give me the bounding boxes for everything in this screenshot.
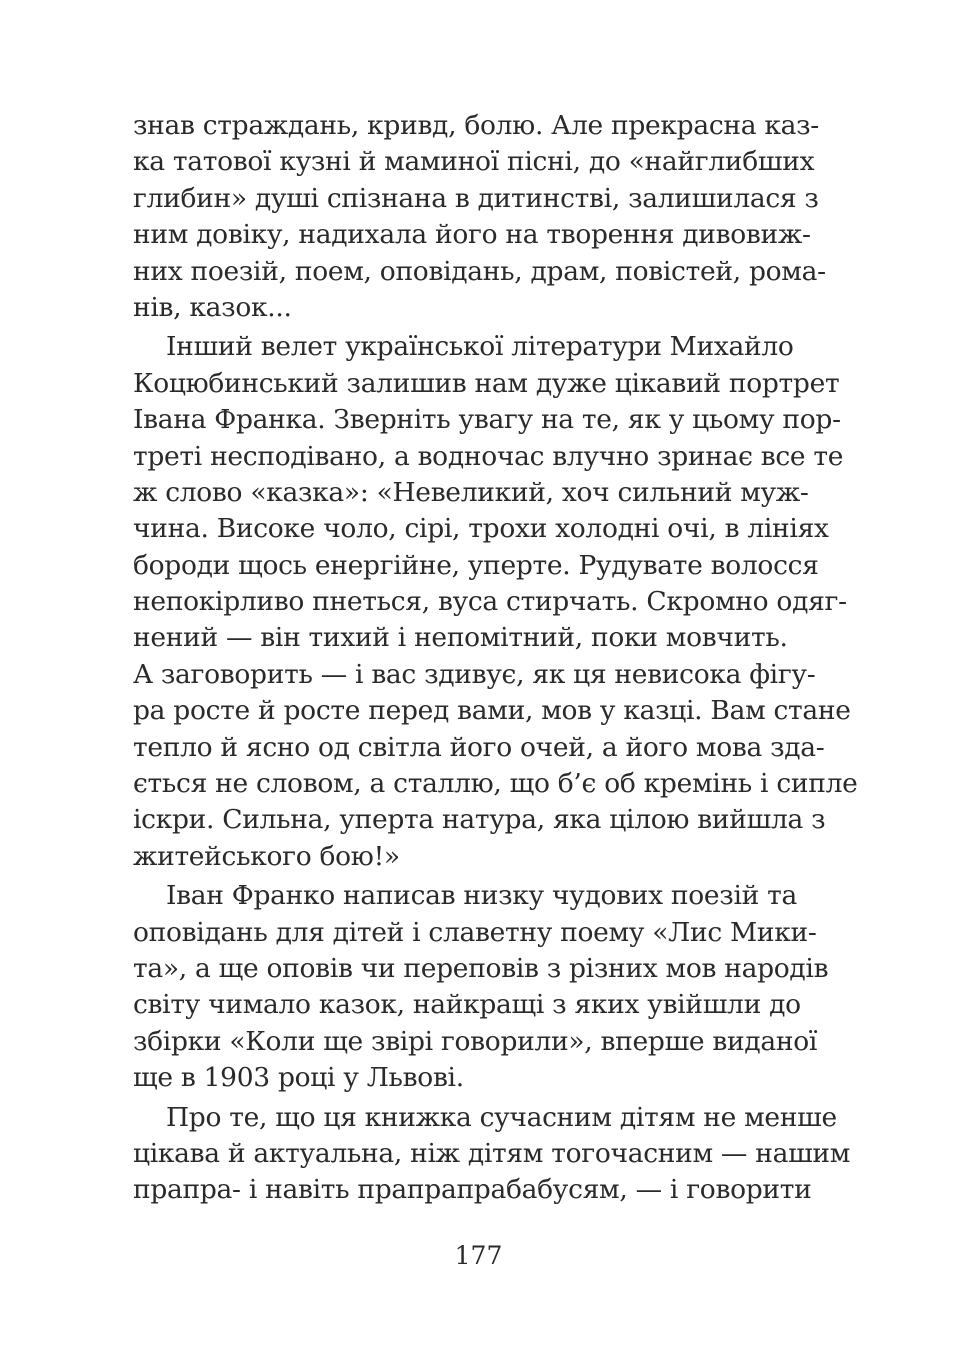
text-line: та», а ще оповів чи переповів з різних мов народів bbox=[133, 952, 829, 984]
text-line: треті несподівано, а водночас влучно зринає все те bbox=[133, 440, 844, 472]
text-line: глибин» душі спізнана в дитинстві, залишилася з bbox=[133, 182, 819, 214]
body-text bbox=[133, 108, 858, 1209]
text-line: прапра- і навіть прапрапрабабусям, — і говорити bbox=[133, 1174, 812, 1206]
text-line: цікава й актуальна, ніж дітям тогочасним — нашим bbox=[133, 1137, 851, 1169]
text-line: Про те, що ця книжка сучасним дітям не менше bbox=[166, 1101, 837, 1133]
text-line: оповідань для дітей і славетну поему «Лис Мики- bbox=[133, 916, 817, 948]
text-line: ра росте й росте перед вами, мов у казці. Вам стане bbox=[133, 695, 851, 727]
text-line: Інший велет української літератури Михайло bbox=[166, 331, 794, 363]
text-line: світу чимало казок, найкращі з яких увійшли до bbox=[133, 989, 801, 1021]
paragraph-2 bbox=[133, 329, 858, 875]
text-line: збірки «Коли ще звірі говорили», вперше виданої bbox=[133, 1025, 818, 1057]
text-line: нений — він тихий і непомітний, поки мовчить. bbox=[133, 622, 788, 654]
text-line: житейського бою!» bbox=[133, 840, 400, 872]
text-line: нів, казок... bbox=[133, 291, 292, 323]
paragraph-3 bbox=[133, 878, 829, 1096]
text-line: Іван Франко написав низку чудових поезій та bbox=[166, 880, 797, 912]
text-line: ще в 1903 році у Львові. bbox=[133, 1062, 464, 1094]
text-line: тепло й ясно од світла його очей, а його мова зда- bbox=[133, 731, 825, 763]
page-number: 177 bbox=[454, 1241, 503, 1270]
text-line: непокірливо пнеться, вуса стирчать. Скромно одяг- bbox=[133, 586, 847, 618]
text-line: чина. Високе чоло, сірі, трохи холодні очі, в лініях bbox=[133, 513, 829, 545]
text-line: Коцюбинський залишив нам дуже цікавий портрет bbox=[133, 367, 840, 399]
text-line: іскри. Сильна, уперта натура, яка цілою вийшла з bbox=[133, 804, 826, 836]
text-line: ка татової кузні й маминої пісні, до «найглибших bbox=[133, 146, 815, 178]
text-line: ється не словом, а сталлю, що б’є об кремінь і сипле bbox=[133, 768, 858, 800]
text-line: бороди щось енергійне, уперте. Рудувате волосся bbox=[133, 549, 819, 581]
paragraph-4 bbox=[133, 1100, 851, 1209]
text-line: ним довіку, надихала його на творення дивовиж- bbox=[133, 219, 811, 251]
text-line: ж слово «казка»: «Невеликий, хоч сильний муж- bbox=[133, 476, 809, 508]
text-line: А заговорить — і вас здивує, як ця невисока фігу- bbox=[133, 658, 816, 690]
text-line: них поезій, поем, оповідань, драм, повістей, рома- bbox=[133, 255, 826, 287]
text-line: знав страждань, кривд, болю. Але прекрасна каз- bbox=[133, 110, 819, 141]
paragraph-1 bbox=[133, 108, 826, 326]
text-line: Івана Франка. Зверніть увагу на те, як у цьому пор- bbox=[133, 404, 841, 436]
